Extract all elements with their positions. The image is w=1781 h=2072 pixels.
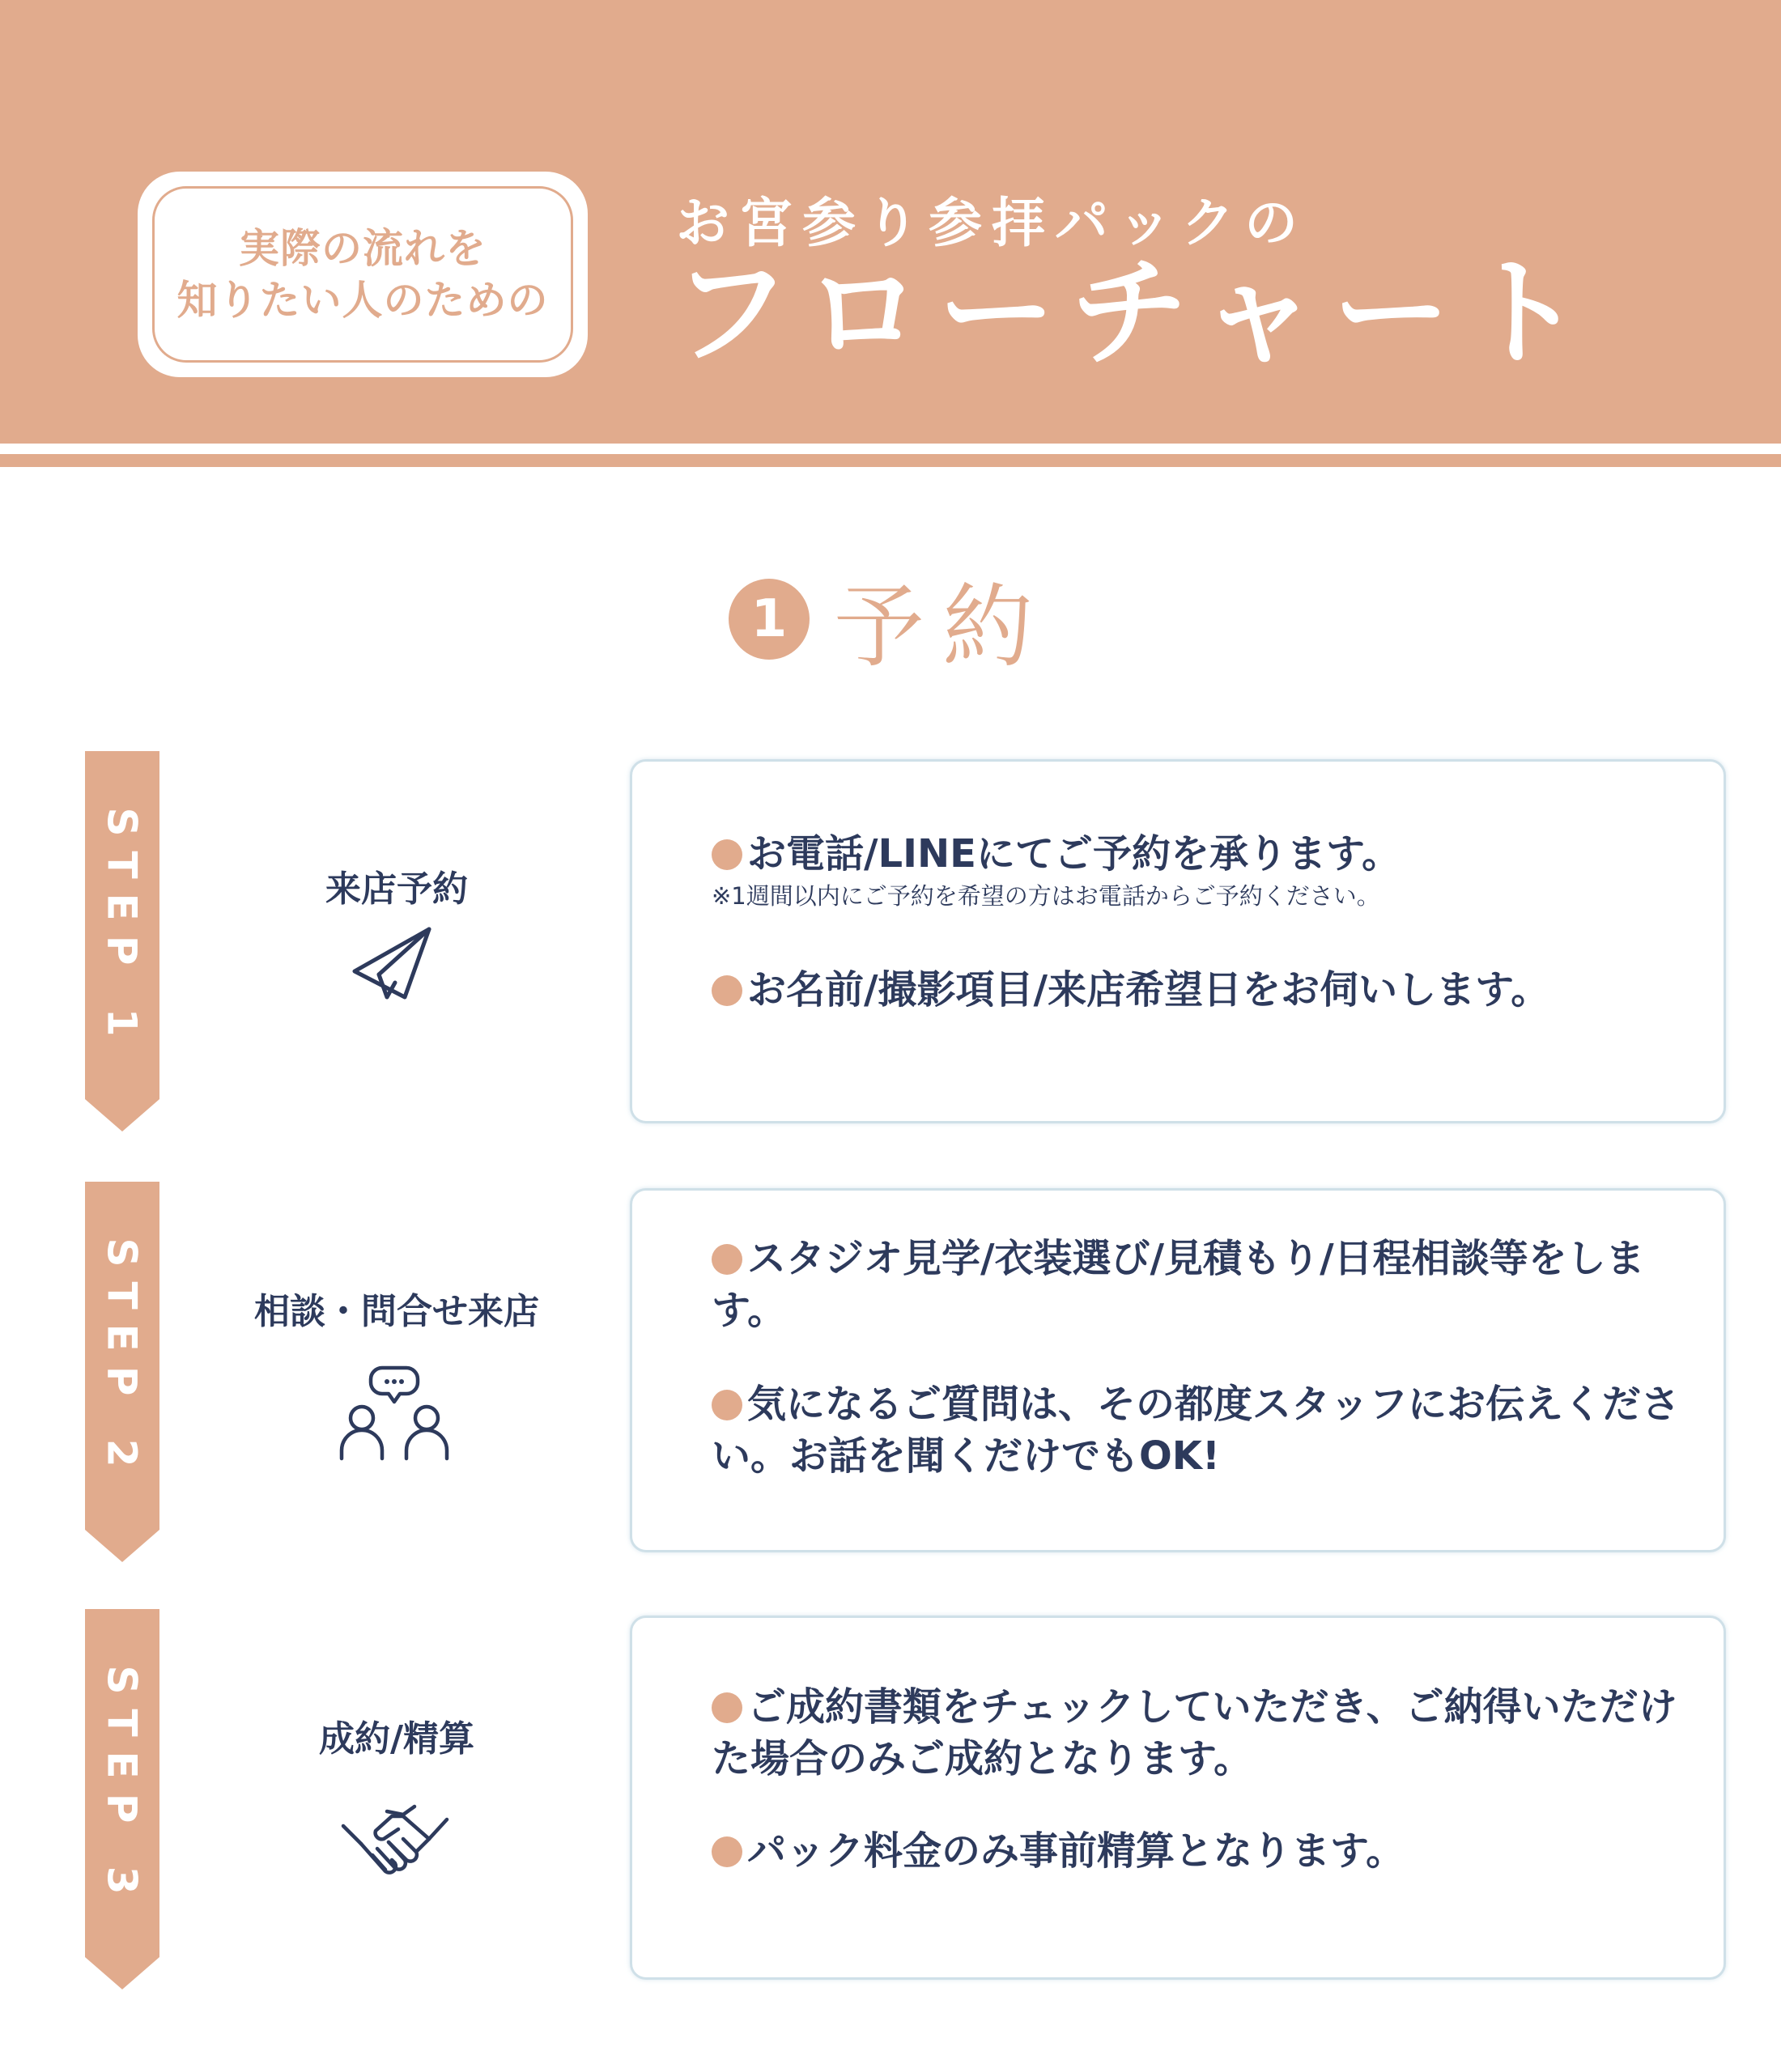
step-3-item-1 <box>712 1681 1691 1785</box>
bullet-dot <box>712 1390 742 1420</box>
bullet-dot <box>712 975 742 1006</box>
page-title: フローチャート <box>672 244 1598 382</box>
step-1-item-1 <box>712 828 1691 912</box>
item-text: スタジオ見学/衣装選び/見積もり/日程相談等をします。 <box>712 1236 1645 1333</box>
step-label-1 <box>85 807 159 1051</box>
step-2-item-1 <box>712 1233 1691 1336</box>
header-divider <box>0 454 1781 467</box>
bullet-dot <box>712 839 742 870</box>
paper-plane-icon <box>348 923 437 1007</box>
step-1-item-2 <box>712 964 1691 1016</box>
step-2-item-2 <box>712 1378 1691 1482</box>
item-note: ※1週間以内にご予約を希望の方はお電話からご予約ください。 <box>712 882 1380 910</box>
bullet-dot <box>712 1692 742 1723</box>
handshake-icon <box>338 1795 452 1887</box>
step-ribbon-1 <box>85 751 159 1132</box>
step-label-text: STEP 1 <box>99 807 146 1051</box>
item-text: お電話/LINEにてご予約を承ります。 <box>747 831 1401 877</box>
step-name-2: 相談・問合せ来店 <box>254 1291 539 1332</box>
step-3-item-2 <box>712 1825 1691 1877</box>
bullet-dot <box>712 1836 742 1867</box>
step-ribbon-3 <box>85 1609 159 1989</box>
section-heading <box>729 567 1051 680</box>
step-name-1: 来店予約 <box>325 868 468 910</box>
section-number-badge: 1 <box>729 579 810 660</box>
step-name-3: 成約/精算 <box>318 1718 475 1760</box>
step-label-2 <box>85 1238 159 1482</box>
item-text: ご成約書類をチェックしていただき、ご納得いただけた場合のみご成約となります。 <box>712 1684 1677 1781</box>
item-text: 気になるご質問は、その都度スタッフにお伝えください。お話を聞くだけでもOK! <box>712 1382 1681 1479</box>
item-text: お名前/撮影項目/来店希望日をお伺いします。 <box>747 967 1550 1013</box>
step-card-1 <box>630 759 1726 1123</box>
step-ribbon-2 <box>85 1182 159 1562</box>
page-subtitle: お宮参り参拝パックの <box>676 192 1307 254</box>
consultation-people-icon <box>334 1360 455 1468</box>
step-card-3 <box>630 1616 1726 1980</box>
step-label-text: STEP 3 <box>99 1665 146 1909</box>
badge-line-2: 知りたい人のための <box>176 277 549 324</box>
intro-badge <box>138 172 588 377</box>
step-label-3 <box>85 1665 159 1909</box>
step-card-2 <box>630 1188 1726 1552</box>
intro-badge-frame <box>152 186 573 363</box>
section-title: 予約 <box>834 574 1051 680</box>
bullet-dot <box>712 1244 742 1275</box>
step-label-text: STEP 2 <box>99 1238 146 1482</box>
item-text: パック料金のみ事前精算となります。 <box>747 1828 1405 1874</box>
badge-line-1: 実際の流れを <box>239 225 487 272</box>
